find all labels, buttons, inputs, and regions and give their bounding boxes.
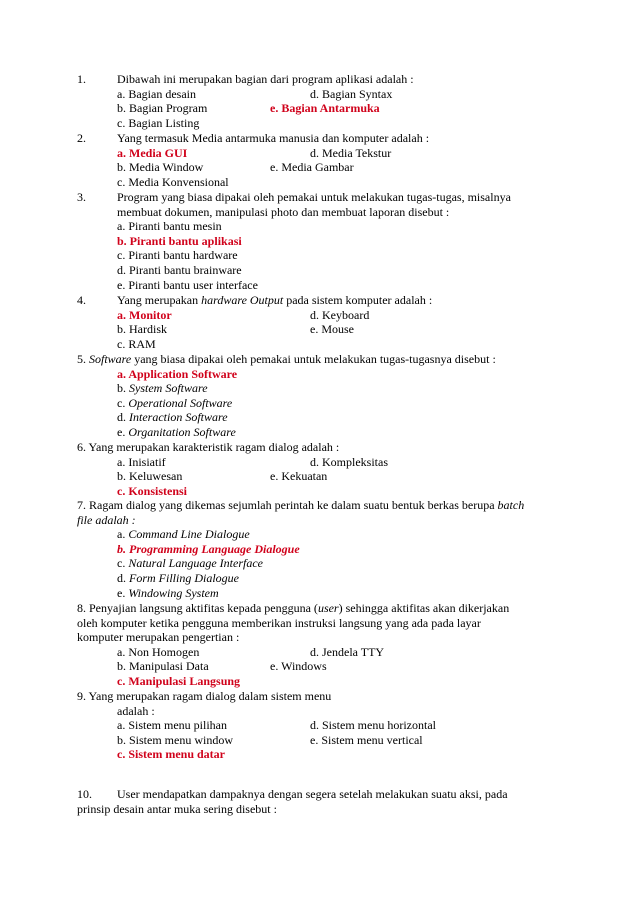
option-d: d. Piranti bantu brainware [117,262,242,277]
option-e [117,425,236,440]
question-text-cont: komputer merupakan pengertian : [77,630,240,645]
question-text [77,498,524,513]
option-letter: d. [117,410,129,425]
text-segment: ) sehingga aktifitas akan dikerjakan [338,601,510,615]
option-c-answer: c. Manipulasi Langsung [117,673,241,688]
option-d: d. Media Tekstur [310,145,392,160]
option-text: Operational Software [128,395,233,410]
option-text: Form Filling Dialogue [129,570,239,585]
question-number: 4. [77,293,86,307]
option-d: d. Jendela TTY [310,644,385,659]
option-c [117,556,263,571]
option-d: d. Kompleksitas [310,454,388,469]
question-text-cont: adalah : [117,703,155,718]
question-text-cont: prinsip desain antar muka sering disebut : [77,801,277,816]
option-d: d. Bagian Syntax [310,86,393,101]
option-b: b. Hardisk [117,322,167,337]
question-text-cont: oleh komputer ketika pengguna memberikan instruksi langsung yang ada pada layar [77,615,481,630]
option-b: b. Manipulasi Data [117,659,209,674]
option-c-answer: c. Konsistensi [117,483,188,498]
question-text: 6. Yang merupakan karakteristik ragam dialog adalah : [77,440,340,454]
option-a-answer: a. Monitor [117,307,172,322]
question-text: Yang termasuk Media antarmuka manusia dan komputer adalah : [117,131,430,145]
option-c-answer: c. Sistem menu datar [117,747,225,762]
text-segment-italic: batch [497,498,525,512]
question-6 [77,440,567,498]
question-4 [77,293,567,351]
option-a: a. Sistem menu pilihan [117,718,227,733]
question-text [77,601,509,616]
question-text [117,293,432,308]
text-segment: yang biasa dipakai oleh pemakai untuk melakukan tugas-tugasnya disebut : [131,352,496,366]
option-text: Natural Language Interface [128,556,263,571]
option-e: e. Media Gambar [270,160,354,175]
option-b: b. Media Window [117,160,204,175]
option-d [117,571,239,586]
option-e: e. Sistem menu vertical [310,732,423,747]
question-2 [77,131,567,189]
option-letter: d. [117,570,129,585]
option-d: d. Keyboard [310,307,370,322]
option-b-answer: b. Piranti bantu aplikasi [117,233,242,248]
question-number: 3. [77,190,86,204]
question-text: 9. Yang merupakan ragam dialog dalam sistem menu [77,689,332,703]
option-c: c. Bagian Listing [117,115,200,130]
option-c [117,396,232,411]
question-1 [77,72,567,130]
question-text: Program yang biasa dipakai oleh pemakai untuk melakukan tugas-tugas, misalnya [117,190,511,204]
option-letter: c. [117,556,129,571]
option-d: d. Sistem menu horizontal [310,718,436,733]
option-text: Windowing System [128,585,219,600]
question-number: 10. [77,787,92,801]
text-segment: pada sistem komputer adalah : [283,293,433,307]
option-a [117,527,250,542]
option-letter: a. [117,527,129,542]
option-b: b. Bagian Program [117,101,208,116]
question-text: Dibawah ini merupakan bagian dari program aplikasi adalah : [117,72,414,86]
text-segment-italic: Software [89,352,132,366]
option-e: e. Piranti bantu user interface [117,277,258,292]
option-letter: b. [117,381,129,396]
option-a-answer: a. Media GUI [117,145,188,160]
option-text: Organitation Software [128,424,236,439]
question-text: User mendapatkan dampaknya dengan segera setelah melakukan suatu aksi, pada [117,787,508,801]
text-segment: 8. Penyajian langsung aktifitas kepada pengguna ( [77,601,318,615]
option-c: c. Piranti bantu hardware [117,248,238,263]
text-segment: 5. [77,352,89,366]
option-text: Command Line Dialogue [128,527,250,542]
question-7 [77,498,567,600]
question-5 [77,352,567,440]
option-e: e. Kekuatan [270,469,328,484]
option-a: a. Bagian desain [117,86,196,101]
option-a: a. Non Homogen [117,644,200,659]
option-a: a. Piranti bantu mesin [117,219,222,234]
option-b: b. Keluwesan [117,469,183,484]
question-number: 1. [77,72,86,86]
question-number: 2. [77,131,86,145]
option-text: Interaction Software [129,410,228,425]
option-b-answer: b. Programming Language Dialogue [117,541,300,556]
option-e-answer: e. Bagian Antarmuka [270,101,380,116]
text-segment: Yang merupakan [117,293,202,307]
option-e [117,586,219,601]
option-b: b. Sistem menu window [117,732,233,747]
option-d [117,410,228,425]
question-9 [77,689,567,762]
option-letter: e. [117,424,129,439]
option-c: c. Media Konvensional [117,174,229,189]
option-e: e. Windows [270,659,327,674]
question-text-cont: file adalah : [77,512,136,527]
option-c: c. RAM [117,336,156,351]
text-segment-italic: hardware Output [201,293,284,307]
text-segment-italic: user [317,601,339,615]
option-e: e. Mouse [310,322,354,337]
option-letter: c. [117,395,129,410]
question-10 [77,787,567,816]
question-3 [77,190,567,292]
question-text-cont: membuat dokumen, manipulasi photo dan membuat laporan disebut : [117,204,450,219]
question-text [77,352,496,367]
text-segment: 7. Ragam dialog yang dikemas sejumlah perintah ke dalam suatu bentuk berkas berupa [77,498,498,512]
question-8 [77,601,567,689]
option-a: a. Inisiatif [117,454,166,469]
option-b [117,381,208,396]
option-letter: e. [117,585,129,600]
option-text: System Software [129,381,208,396]
option-a-answer: a. Application Software [117,366,238,381]
